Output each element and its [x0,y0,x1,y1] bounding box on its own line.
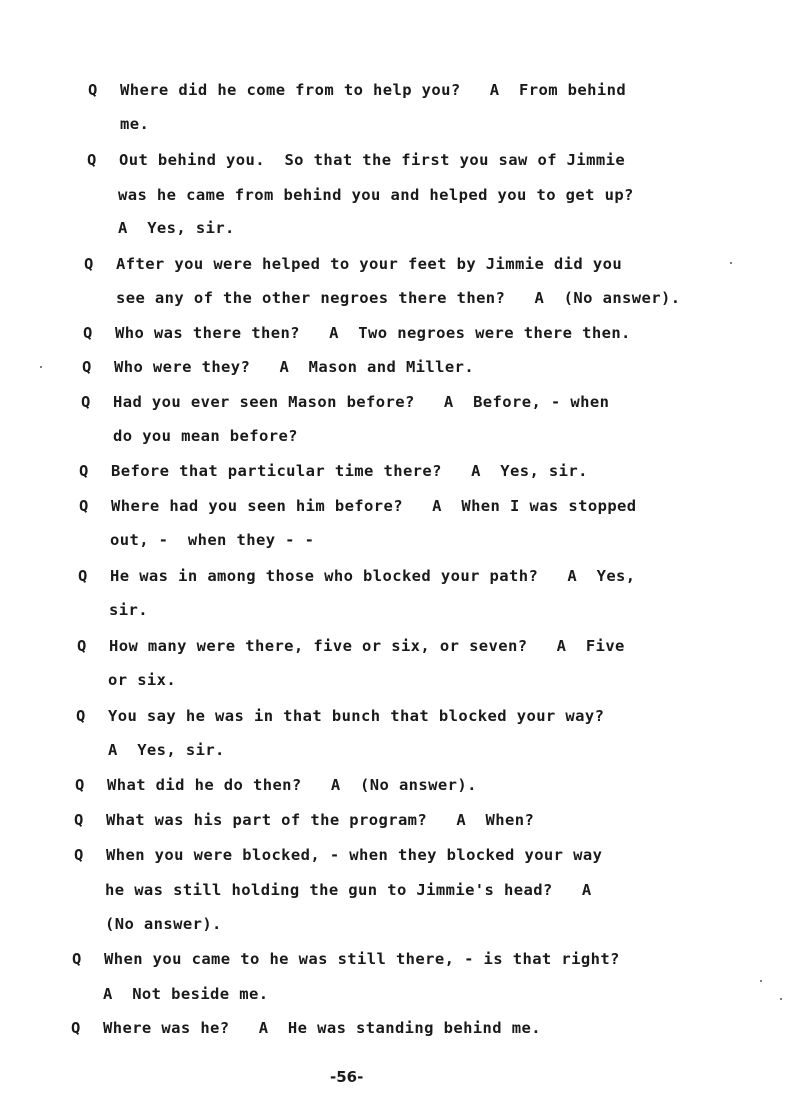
line-text: Out behind you. So that the first you saw of Jimmie [119,151,626,169]
line-text: When you were blocked, - when they blocked your way [106,846,603,864]
transcript-continuation-line [109,600,148,620]
speaker-label: Q [76,707,86,725]
transcript-continuation-line [116,288,680,308]
line-text: he was still holding the gun to Jimmie's head? A [105,881,592,899]
transcript-question-line [83,323,631,343]
speaker-label: Q [81,393,91,411]
transcript-question-line [71,1018,541,1038]
transcript-continuation-line [108,740,225,760]
transcript-question-line [79,461,588,481]
line-text: A Yes, sir. [118,219,235,237]
transcript-question-line [74,845,602,865]
line-text: out, - when they - - [110,531,315,549]
transcript-question-line [82,357,474,377]
speaker-label: Q [71,1019,81,1037]
transcript-continuation-line [105,914,222,934]
scan-speck [730,262,732,264]
scan-speck [780,998,782,1000]
transcript-continuation-line [120,114,149,134]
transcript-question-line [74,810,534,830]
line-text: (No answer). [105,915,222,933]
line-text: What did he do then? A (No answer). [107,776,477,794]
transcript-question-line [72,949,620,969]
transcript-continuation-line [105,880,592,900]
speaker-label: Q [77,637,87,655]
scan-speck [40,366,42,368]
transcript-question-line [84,254,622,274]
speaker-label: Q [74,846,84,864]
speaker-label: Q [84,255,94,273]
line-text: How many were there, five or six, or seven? A Five [109,637,625,655]
line-text: You say he was in that bunch that blocked your way? [108,707,605,725]
line-text: Where did he come from to help you? A From behind [120,81,627,99]
transcript-question-line [81,392,609,412]
line-text: What was his part of the program? A When? [106,811,535,829]
speaker-label: Q [75,776,85,794]
line-text: see any of the other negroes there then? A (No answer). [116,289,681,307]
line-text: me. [120,115,150,133]
line-text: Had you ever seen Mason before? A Before, - when [113,393,610,411]
transcript-continuation-line [103,984,268,1004]
speaker-label: Q [88,81,98,99]
line-text: Before that particular time there? A Yes, sir. [111,462,588,480]
speaker-label: Q [79,462,89,480]
speaker-label: Q [82,358,92,376]
line-text: A Yes, sir. [108,741,225,759]
line-text: was he came from behind you and helped you to get up? [118,186,634,204]
line-text: Where was he? A He was standing behind me. [103,1019,541,1037]
transcript-question-line [77,636,625,656]
line-text: or six. [108,671,177,689]
page-number: -56- [330,1068,364,1086]
line-text: Who were they? A Mason and Miller. [114,358,475,376]
transcript-continuation-line [113,426,298,446]
scan-speck [760,980,762,982]
transcript-continuation-line [118,185,634,205]
line-text: He was in among those who blocked your path? A Yes, [110,567,636,585]
line-text: When you came to he was still there, - is that right? [104,950,620,968]
transcript-question-line [79,496,637,516]
transcript-question-line [75,775,477,795]
transcript-continuation-line [118,218,235,238]
line-text: sir. [109,601,148,619]
line-text: Where had you seen him before? A When I was stopped [111,497,637,515]
transcript-question-line [88,80,626,100]
speaker-label: Q [74,811,84,829]
speaker-label: Q [78,567,88,585]
transcript-continuation-line [110,530,314,550]
transcript-question-line [78,566,636,586]
line-text: Who was there then? A Two negroes were there then. [115,324,631,342]
speaker-label: Q [87,151,97,169]
transcript-continuation-line [108,670,176,690]
line-text: After you were helped to your feet by Jimmie did you [116,255,623,273]
speaker-label: Q [79,497,89,515]
line-text: A Not beside me. [103,985,269,1003]
transcript-question-line [76,706,604,726]
line-text: do you mean before? [113,427,298,445]
speaker-label: Q [72,950,82,968]
transcript-question-line [87,150,625,170]
speaker-label: Q [83,324,93,342]
